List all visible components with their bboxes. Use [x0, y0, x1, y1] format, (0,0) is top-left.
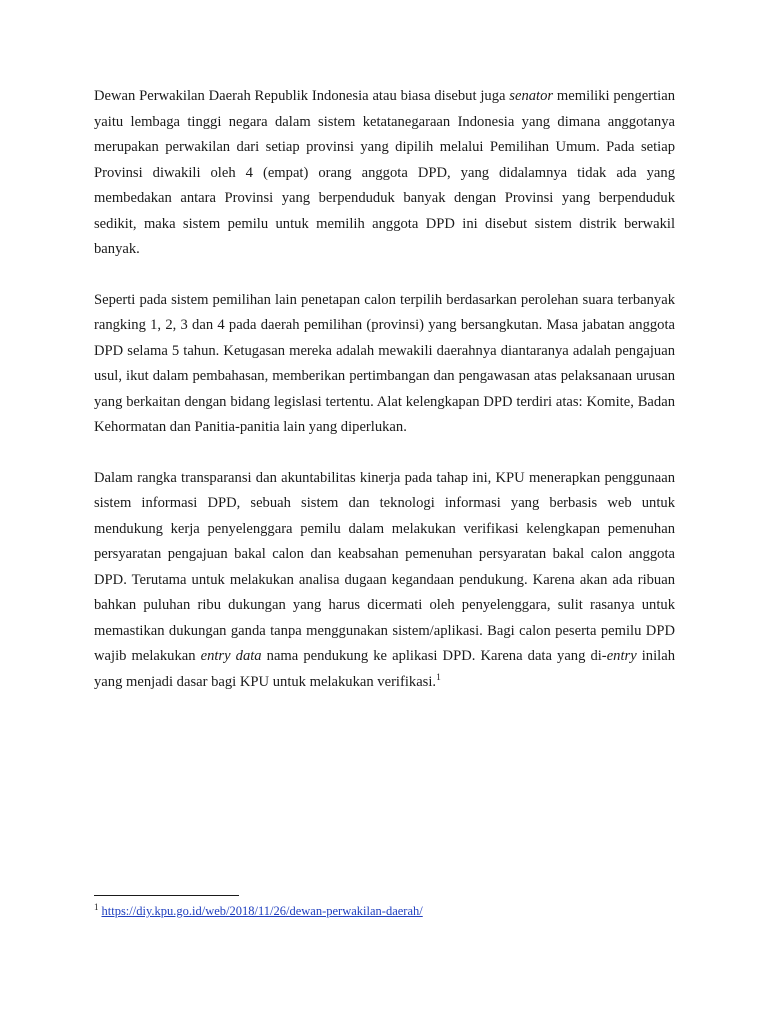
text-segment: inilah yang menjadi dasar bagi KPU untuk melakukan verifikasi.: [94, 648, 675, 690]
footnote: [94, 903, 423, 919]
italic-text-segment: senator: [509, 88, 554, 104]
body-text: [94, 84, 675, 720]
italic-text-segment: entry data: [200, 648, 262, 664]
footnote-link[interactable]: https://diy.kpu.go.id/web/2018/11/26/dewan-perwakilan-daerah/: [101, 904, 423, 918]
text-segment: memiliki pengertian yaitu lembaga tinggi negara dalam sistem ketatanegaraan Indonesia yang dimana anggotanya merupakan perwakilan dari setiap provinsi yang dipilih melalui Pemilihan Umum. Pada setiap Provinsi diwakili oleh 4 (empat) orang anggota DPD, yang didalamnya tidak ada yang membedakan antara Provinsi yang berpenduduk banyak dengan Provinsi yang berpenduduk sedikit, maka sistem pemilu untuk memilih anggota DPD ini disebut sistem distrik berwakil banyak.: [94, 88, 675, 257]
text-segment: nama pendukung ke aplikasi DPD. Karena data yang di-: [261, 648, 607, 664]
footnote-reference[interactable]: 1: [436, 672, 441, 683]
paragraph-2: [94, 288, 675, 441]
footnote-separator: [94, 895, 239, 896]
text-segment: Dewan Perwakilan Daerah Republik Indonesia atau biasa disebut juga: [94, 88, 510, 104]
footnote-number: 1: [94, 901, 99, 912]
italic-text-segment: entry: [606, 648, 637, 664]
text-segment: Dalam rangka transparansi dan akuntabilitas kinerja pada tahap ini, KPU menerapkan penggunaan sistem informasi DPD, sebuah sistem dan teknologi informasi yang berbasis web untuk mendukung kerja penyelenggara pemilu dalam melakukan verifikasi kelengkapan pemenuhan persyaratan pengajuan bakal calon dan keabsahan pemenuhan persyaratan bakal calon anggota DPD. Terutama untuk melakukan analisa dugaan kegandaan pendukung. Karena akan ada ribuan bahkan puluhan ribu dukungan yang harus dicermati oleh penyelenggara, sulit rasanya untuk memastikan dukungan ganda tanpa menggunakan sistem/aplikasi. Bagi calon peserta pemilu DPD wajib melakukan: [94, 469, 675, 664]
paragraph-3: [94, 466, 675, 696]
text-segment: Seperti pada sistem pemilihan lain penetapan calon terpilih berdasarkan perolehan suara terbanyak rangking 1, 2, 3 dan 4 pada daerah pemilihan (provinsi) yang bersangkutan. Masa jabatan anggota DPD selama 5 tahun. Ketugasan mereka adalah mewakili daerahnya diantaranya adalah pengajuan usul, ikut dalam pembahasan, memberikan pertimbangan dan pengawasan atas pelaksanaan urusan yang berkaitan dengan bidang legislasi tertentu. Alat kelengkapan DPD terdiri atas: Komite, Badan Kehormatan dan Panitia-panitia lain yang diperlukan.: [94, 291, 675, 435]
paragraph-1: [94, 84, 675, 263]
